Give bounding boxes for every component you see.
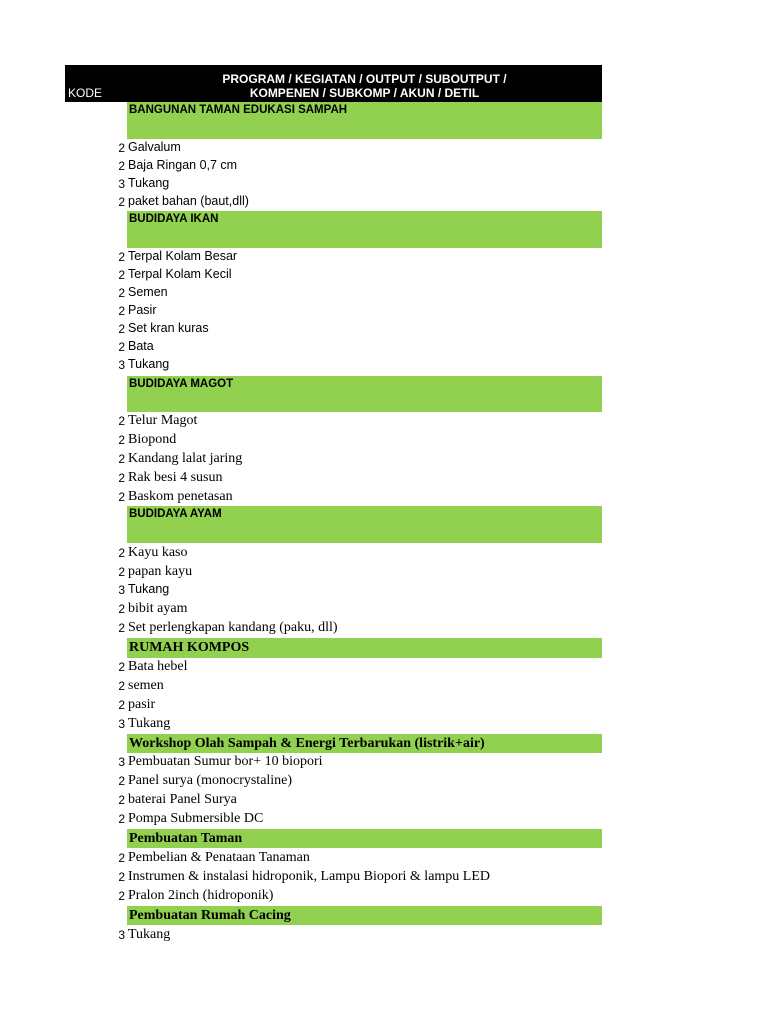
row-description: Baskom penetasan (128, 489, 233, 504)
row-description: Pembelian & Penataan Tanaman (128, 850, 310, 865)
row-description: Tukang (128, 582, 170, 596)
table-row (0, 926, 602, 944)
row-description: Rak besi 4 susun (128, 470, 223, 485)
table-row (0, 488, 602, 506)
table-row (0, 450, 602, 468)
section-header (127, 638, 602, 658)
row-code: 2 (118, 851, 125, 865)
row-code: 2 (118, 304, 125, 318)
kode-header-label: KODE (68, 86, 103, 100)
row-code: 3 (118, 928, 125, 942)
section-header (127, 734, 602, 753)
row-code: 2 (118, 195, 125, 209)
row-description: paket bahan (baut,dll) (128, 194, 249, 208)
row-code: 2 (118, 698, 125, 712)
row-code: 2 (118, 141, 125, 155)
table-row (0, 139, 602, 157)
section-header (127, 376, 602, 412)
row-code: 2 (118, 159, 125, 173)
row-description: Semen (128, 285, 168, 299)
table-row (0, 696, 602, 714)
row-description: papan kayu (128, 564, 193, 579)
row-description: bibit ayam (128, 601, 188, 616)
table-row (0, 302, 602, 320)
row-code: 2 (118, 546, 125, 560)
row-code: 3 (118, 755, 125, 769)
row-code: 2 (118, 490, 125, 504)
row-code: 2 (118, 268, 125, 282)
table-row (0, 193, 602, 211)
table-row (0, 469, 602, 487)
row-code: 3 (118, 358, 125, 372)
row-description: Pembuatan Sumur bor+ 10 biopori (128, 754, 323, 769)
row-code: 2 (118, 565, 125, 579)
table-row (0, 338, 602, 356)
section-title: BUDIDAYA MAGOT (129, 378, 234, 390)
program-column-header (127, 65, 602, 102)
table-row (0, 600, 602, 618)
row-code: 2 (118, 471, 125, 485)
table-row (0, 753, 602, 771)
row-code: 2 (118, 340, 125, 354)
kode-column-header (65, 65, 127, 102)
row-description: Tukang (128, 357, 170, 371)
row-code: 2 (118, 793, 125, 807)
section-title: BANGUNAN TAMAN EDUKASI SAMPAH (129, 104, 348, 116)
row-description: Terpal Kolam Kecil (128, 267, 232, 281)
row-code: 2 (118, 889, 125, 903)
table-row (0, 619, 602, 637)
row-description: Tukang (128, 927, 171, 942)
row-description: Instrumen & instalasi hidroponik, Lampu Biopori & lampu LED (128, 869, 491, 884)
row-description: Tukang (128, 176, 170, 190)
table-row (0, 868, 602, 886)
section-title: Pembuatan Rumah Cacing (129, 908, 291, 923)
table-row (0, 320, 602, 338)
row-description: Panel surya (monocrystaline) (128, 773, 293, 788)
table-row (0, 563, 602, 581)
row-code: 2 (118, 414, 125, 428)
section-title: BUDIDAYA AYAM (129, 508, 222, 520)
row-description: Baja Ringan 0,7 cm (128, 158, 238, 172)
table-row (0, 284, 602, 302)
table-row (0, 157, 602, 175)
table-row (0, 175, 602, 193)
row-description: pasir (128, 697, 156, 712)
row-description: Set perlengkapan kandang (paku, dll) (128, 620, 338, 635)
section-header (127, 211, 602, 248)
table-row (0, 658, 602, 676)
row-description: Set kran kuras (128, 321, 209, 335)
row-description: Tukang (128, 716, 171, 731)
section-title: BUDIDAYA IKAN (129, 213, 219, 225)
row-description: baterai Panel Surya (128, 792, 237, 807)
row-description: Kandang lalat jaring (128, 451, 243, 466)
table-row (0, 266, 602, 284)
section-title: Workshop Olah Sampah & Energi Terbarukan (listrik+air) (129, 736, 485, 751)
row-code: 2 (118, 774, 125, 788)
row-code: 2 (118, 602, 125, 616)
row-code: 2 (118, 322, 125, 336)
table-row (0, 810, 602, 828)
section-header (127, 506, 602, 543)
row-code: 2 (118, 250, 125, 264)
table-row (0, 849, 602, 867)
section-title: Pembuatan Taman (129, 831, 243, 846)
row-code: 2 (118, 679, 125, 693)
table-row (0, 887, 602, 905)
row-code: 2 (118, 870, 125, 884)
row-description: Pralon 2inch (hidroponik) (128, 888, 274, 903)
row-code: 2 (118, 433, 125, 447)
table-row (0, 544, 602, 562)
row-description: Terpal Kolam Besar (128, 249, 238, 263)
row-code: 3 (118, 583, 125, 597)
row-description: Pompa Submersible DC (128, 811, 264, 826)
row-description: Kayu kaso (128, 545, 188, 560)
section-header (127, 829, 602, 848)
table-row (0, 677, 602, 695)
row-description: Telur Magot (128, 413, 198, 428)
table-row (0, 715, 602, 733)
table-row (0, 356, 602, 374)
table-row (0, 772, 602, 790)
section-header (127, 906, 602, 925)
row-code: 3 (118, 717, 125, 731)
row-code: 2 (118, 660, 125, 674)
section-header (127, 102, 602, 139)
row-description: Bata (128, 339, 154, 353)
row-description: Galvalum (128, 140, 181, 154)
row-code: 2 (118, 812, 125, 826)
row-description: Pasir (128, 303, 157, 317)
section-title: RUMAH KOMPOS (129, 640, 250, 655)
row-code: 2 (118, 286, 125, 300)
row-code: 3 (118, 177, 125, 191)
row-description: semen (128, 678, 164, 693)
row-code: 2 (118, 452, 125, 466)
row-code: 2 (118, 621, 125, 635)
row-description: Biopond (128, 432, 177, 447)
header-title-line1: PROGRAM / KEGIATAN / OUTPUT / SUBOUTPUT / (222, 72, 507, 86)
table-row (0, 248, 602, 266)
table-row (0, 581, 602, 599)
table-row (0, 431, 602, 449)
row-description: Bata hebel (128, 659, 188, 674)
table-row (0, 791, 602, 809)
header-title-line2: KOMPENEN / SUBKOMP / AKUN / DETIL (249, 86, 480, 100)
table-row (0, 412, 602, 430)
